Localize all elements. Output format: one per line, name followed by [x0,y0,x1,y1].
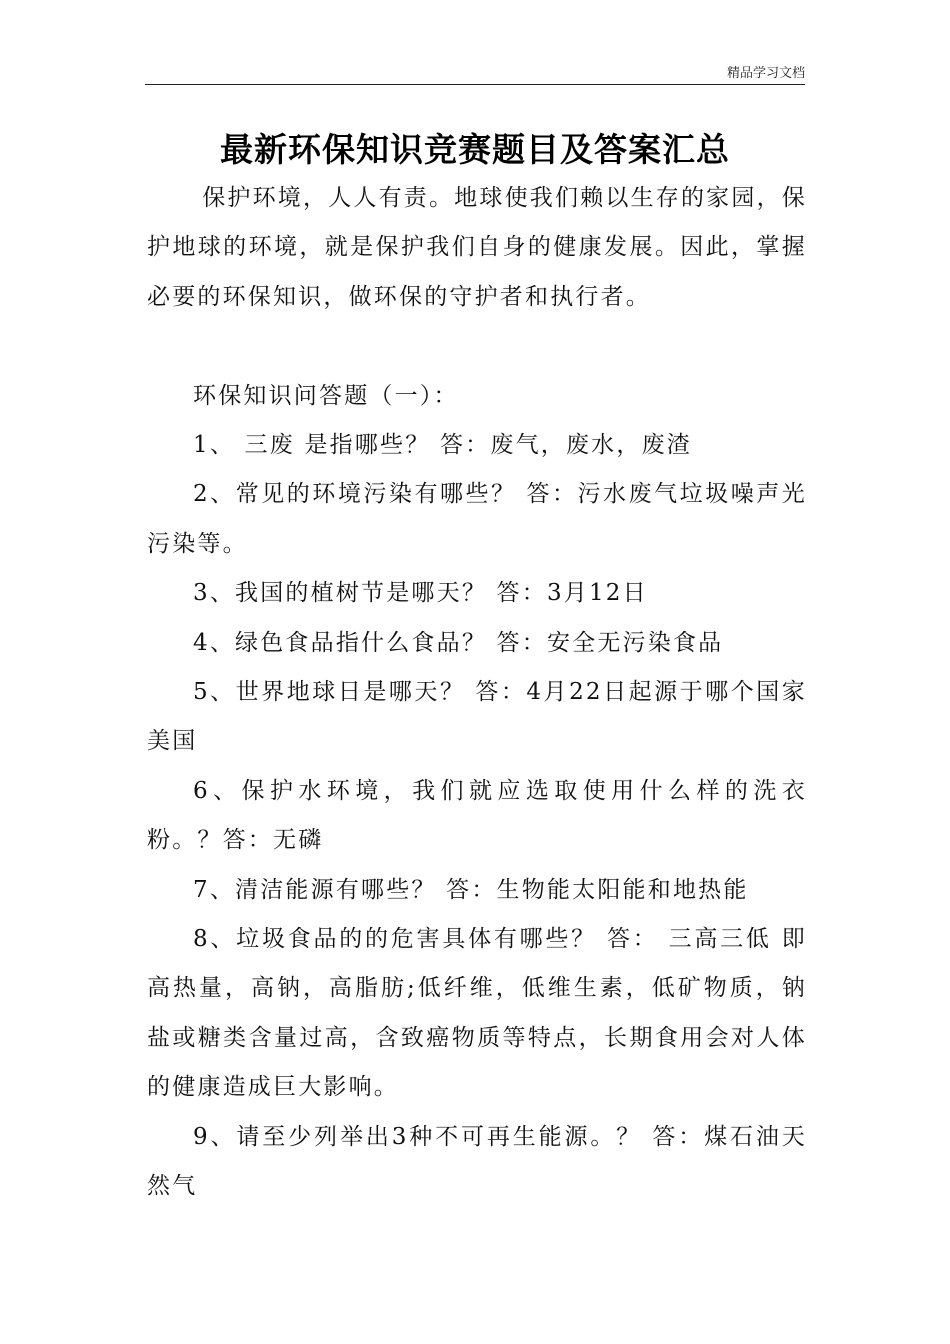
intro-paragraph: 保护环境，人人有责。地球使我们赖以生存的家园，保护地球的环境，就是保护我们自身的健康发展。因此，掌握必要的环保知识，做环保的守护者和执行者。 [147,185,807,310]
qa-item-3: 3、我国的植树节是哪天？ 答：3月12日 [193,580,648,607]
document-body [147,174,807,1212]
header-label: 精品学习文档 [726,66,805,81]
section-heading: 环保知识问答题（一）： [193,382,459,409]
qa-item-5: 5、世界地球日是哪天？ 答：4月22日起源于哪个国家美国 [147,679,807,755]
document-title: 最新环保知识竞赛题目及答案汇总 [220,130,730,169]
qa-item-4: 4、绿色食品指什么食品？ 答：安全无污染食品 [193,629,724,656]
qa-item-9: 9、请至少列举出3种不可再生能源。？ 答：煤石油天然气 [147,1123,807,1200]
qa-item-7: 7、清洁能源有哪些？ 答：生物能太阳能和地热能 [193,876,749,903]
header-divider [145,84,805,85]
paragraph-spacer [147,322,807,371]
qa-item-1: 1、 三废 是指哪些？ 答：废气，废水，废渣 [193,432,692,459]
qa-item-2: 2、常见的环境污染有哪些？ 答：污水废气垃圾噪声光污染等。 [147,481,807,557]
qa-item-8: 8、垃圾食品的的危害具体有哪些？ 答： 三高三低 即高热量，高钠，高脂肪;低纤维，低维生素，低矿物质，钠盐或糖类含量过高，含致癌物质等特点，长期食用会对人体的健康造成巨大影响。 [147,926,807,1101]
qa-item-6: 6、保护水环境，我们就应选取使用什么样的洗衣粉。？答：无磷 [147,777,807,854]
